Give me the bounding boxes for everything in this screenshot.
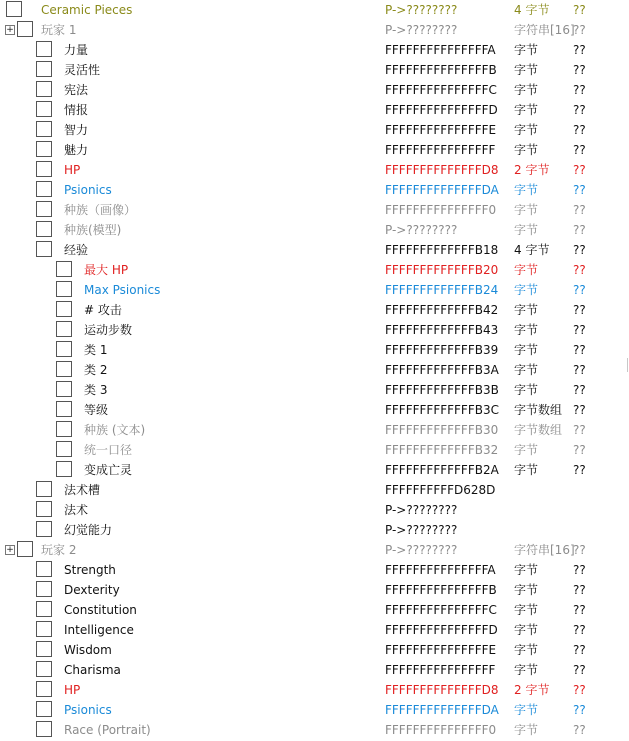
active-checkbox[interactable] — [56, 361, 72, 377]
address-label: FFFFFFFFFFFFFB24 — [385, 283, 499, 297]
value-label: ?? — [573, 683, 586, 697]
description-label: 灵活性 — [64, 63, 101, 77]
description-label: 种族（画像） — [64, 203, 137, 217]
type-label: 字符串[16] — [514, 23, 575, 37]
table-row[interactable] — [0, 540, 629, 560]
address-label: FFFFFFFFFFFFFB39 — [385, 343, 499, 357]
address-label: FFFFFFFFFFFFFFFC — [385, 603, 497, 617]
address-label: FFFFFFFFFFFFFFD8 — [385, 163, 499, 177]
description-label: Max Psionics — [84, 283, 161, 297]
type-label: 2 字节 — [514, 163, 550, 177]
description-label: 魅力 — [64, 143, 89, 157]
table-row[interactable] — [0, 220, 629, 240]
active-checkbox[interactable] — [36, 501, 52, 517]
value-label: ?? — [573, 383, 586, 397]
description-label: 法术槽 — [64, 483, 101, 497]
active-checkbox[interactable] — [36, 661, 52, 677]
address-label: FFFFFFFFFFFFFFDA — [385, 703, 499, 717]
description-label: 种族 (文本) — [84, 423, 146, 437]
type-label: 4 字节 — [514, 243, 550, 257]
address-label: FFFFFFFFFFFFFB18 — [385, 243, 499, 257]
address-label: P->???????? — [385, 503, 458, 517]
address-label: FFFFFFFFFFD628D — [385, 483, 496, 497]
active-checkbox[interactable] — [56, 441, 72, 457]
value-label: ?? — [573, 363, 586, 377]
active-checkbox[interactable] — [36, 101, 52, 117]
description-label: 类 1 — [84, 343, 108, 357]
active-checkbox[interactable] — [36, 61, 52, 77]
type-label: 字节 — [514, 103, 539, 117]
description-label: HP — [64, 163, 81, 177]
address-label: P->???????? — [385, 543, 458, 557]
active-checkbox[interactable] — [56, 341, 72, 357]
address-label: FFFFFFFFFFFFFFFE — [385, 643, 497, 657]
description-label: Intelligence — [64, 623, 134, 637]
description-label: Dexterity — [64, 583, 120, 597]
description-label: Race (Portrait) — [64, 723, 151, 737]
table-row[interactable] — [0, 100, 629, 120]
type-label: 字节 — [514, 143, 539, 157]
type-label: 字节 — [514, 83, 539, 97]
description-label: 最大 HP — [84, 263, 129, 277]
value-label: ?? — [573, 223, 586, 237]
description-label: 玩家 1 — [41, 23, 77, 37]
active-checkbox[interactable] — [36, 41, 52, 57]
description-label: HP — [64, 683, 81, 697]
address-label: FFFFFFFFFFFFFFFE — [385, 123, 497, 137]
type-label: 字节 — [514, 723, 539, 737]
table-row[interactable] — [0, 300, 629, 320]
type-label: 字节 — [514, 703, 539, 717]
active-checkbox[interactable] — [17, 541, 33, 557]
type-label: 字节 — [514, 363, 539, 377]
address-label: FFFFFFFFFFFFFB3C — [385, 403, 499, 417]
active-checkbox[interactable] — [56, 301, 72, 317]
type-label: 4 字节 — [514, 3, 550, 17]
table-row[interactable] — [0, 580, 629, 600]
table-row[interactable] — [0, 520, 629, 540]
table-row[interactable] — [0, 280, 629, 300]
table-row[interactable] — [0, 80, 629, 100]
type-label: 2 字节 — [514, 683, 550, 697]
table-row[interactable] — [0, 460, 629, 480]
description-label: Charisma — [64, 663, 121, 677]
table-row[interactable] — [0, 480, 629, 500]
active-checkbox[interactable] — [36, 601, 52, 617]
type-label: 字节 — [514, 263, 539, 277]
type-label: 字节 — [514, 123, 539, 137]
table-row[interactable] — [0, 120, 629, 140]
type-label: 字节 — [514, 43, 539, 57]
value-label: ?? — [573, 3, 586, 17]
value-label: ?? — [573, 643, 586, 657]
active-checkbox[interactable] — [36, 581, 52, 597]
type-label: 字节 — [514, 63, 539, 77]
address-label: FFFFFFFFFFFFFFFD — [385, 103, 498, 117]
table-row[interactable] — [0, 160, 629, 180]
active-checkbox[interactable] — [36, 681, 52, 697]
type-label: 字节 — [514, 303, 539, 317]
type-label: 字符串[16] — [514, 543, 575, 557]
value-label: ?? — [573, 103, 586, 117]
description-label: Psionics — [64, 703, 112, 717]
address-label: FFFFFFFFFFFFFB32 — [385, 443, 499, 457]
type-label: 字节 — [514, 283, 539, 297]
value-label: ?? — [573, 283, 586, 297]
active-checkbox[interactable] — [56, 421, 72, 437]
table-row[interactable] — [0, 20, 629, 40]
active-checkbox[interactable] — [36, 481, 52, 497]
active-checkbox[interactable] — [56, 261, 72, 277]
value-label: ?? — [573, 423, 586, 437]
value-label: ?? — [573, 23, 586, 37]
value-label: ?? — [573, 723, 586, 737]
address-label: FFFFFFFFFFFFFFFB — [385, 583, 497, 597]
description-label: 玩家 2 — [41, 543, 77, 557]
active-checkbox[interactable] — [36, 701, 52, 717]
description-label: 情报 — [64, 103, 89, 117]
value-label: ?? — [573, 303, 586, 317]
address-label: P->???????? — [385, 523, 458, 537]
address-label: FFFFFFFFFFFFFFF0 — [385, 723, 497, 737]
active-checkbox[interactable] — [36, 121, 52, 137]
type-label: 字节 — [514, 563, 539, 577]
value-label: ?? — [573, 83, 586, 97]
table-row[interactable] — [0, 180, 629, 200]
value-label: ?? — [573, 463, 586, 477]
description-label: 经验 — [64, 243, 89, 257]
description-label: Psionics — [64, 183, 112, 197]
active-checkbox[interactable] — [36, 161, 52, 177]
active-checkbox[interactable] — [36, 181, 52, 197]
description-label: 法术 — [64, 503, 89, 517]
table-row[interactable] — [0, 660, 629, 680]
address-label: FFFFFFFFFFFFFB43 — [385, 323, 499, 337]
active-checkbox[interactable] — [36, 241, 52, 257]
type-label: 字节 — [514, 323, 539, 337]
value-label: ?? — [573, 323, 586, 337]
active-checkbox[interactable] — [36, 641, 52, 657]
type-label: 字节 — [514, 443, 539, 457]
active-checkbox[interactable] — [6, 1, 22, 17]
table-row[interactable] — [0, 560, 629, 580]
value-label: ?? — [573, 443, 586, 457]
description-label: 种族(模型) — [64, 223, 122, 237]
value-label: ?? — [573, 183, 586, 197]
description-label: 运动步数 — [84, 323, 133, 337]
address-label: P->???????? — [385, 23, 458, 37]
scrollbar-thumb[interactable] — [627, 358, 628, 372]
type-label: 字节 — [514, 383, 539, 397]
address-label: FFFFFFFFFFFFFB3B — [385, 383, 499, 397]
table-row[interactable] — [0, 700, 629, 720]
type-label: 字节 — [514, 183, 539, 197]
table-row[interactable] — [0, 140, 629, 160]
address-label: FFFFFFFFFFFFFFFD — [385, 623, 498, 637]
type-label: 字节数组 — [514, 403, 563, 417]
address-label: FFFFFFFFFFFFFFF0 — [385, 203, 497, 217]
address-label: FFFFFFFFFFFFFB30 — [385, 423, 499, 437]
address-label: FFFFFFFFFFFFFFFA — [385, 43, 496, 57]
table-row[interactable] — [0, 40, 629, 60]
table-row[interactable] — [0, 720, 629, 740]
table-row[interactable] — [0, 0, 629, 20]
value-label: ?? — [573, 663, 586, 677]
active-checkbox[interactable] — [17, 21, 33, 37]
type-label: 字节 — [514, 583, 539, 597]
value-label: ?? — [573, 43, 586, 57]
table-row[interactable] — [0, 200, 629, 220]
active-checkbox[interactable] — [36, 721, 52, 737]
type-label: 字节 — [514, 623, 539, 637]
value-label: ?? — [573, 623, 586, 637]
description-label: Strength — [64, 563, 116, 577]
description-label: 力量 — [64, 43, 89, 57]
type-label: 字节 — [514, 603, 539, 617]
active-checkbox[interactable] — [36, 141, 52, 157]
value-label: ?? — [573, 243, 586, 257]
address-label: FFFFFFFFFFFFFFD8 — [385, 683, 499, 697]
active-checkbox[interactable] — [36, 81, 52, 97]
description-label: 等级 — [84, 403, 109, 417]
active-checkbox[interactable] — [56, 401, 72, 417]
table-row[interactable] — [0, 400, 629, 420]
table-row[interactable] — [0, 680, 629, 700]
address-label: FFFFFFFFFFFFFFDA — [385, 183, 499, 197]
table-row[interactable] — [0, 640, 629, 660]
value-label: ?? — [573, 263, 586, 277]
table-row[interactable] — [0, 500, 629, 520]
value-label: ?? — [573, 403, 586, 417]
table-row[interactable] — [0, 380, 629, 400]
value-label: ?? — [573, 343, 586, 357]
active-checkbox[interactable] — [56, 321, 72, 337]
address-label: FFFFFFFFFFFFFFFC — [385, 83, 497, 97]
address-label: FFFFFFFFFFFFFB20 — [385, 263, 499, 277]
active-checkbox[interactable] — [36, 221, 52, 237]
description-label: Constitution — [64, 603, 137, 617]
address-label: P->???????? — [385, 223, 458, 237]
active-checkbox[interactable] — [56, 381, 72, 397]
value-label: ?? — [573, 603, 586, 617]
table-row[interactable] — [0, 320, 629, 340]
expand-plus-icon[interactable]: + — [6, 25, 14, 35]
active-checkbox[interactable] — [36, 201, 52, 217]
description-label: 变成亡灵 — [84, 463, 133, 477]
address-label: FFFFFFFFFFFFFFFF — [385, 663, 496, 677]
value-label: ?? — [573, 143, 586, 157]
table-row[interactable] — [0, 240, 629, 260]
active-checkbox[interactable] — [36, 621, 52, 637]
address-label: P->???????? — [385, 3, 458, 17]
table-row[interactable] — [0, 340, 629, 360]
type-label: 字节数组 — [514, 423, 563, 437]
table-row[interactable] — [0, 600, 629, 620]
table-row[interactable] — [0, 260, 629, 280]
expand-plus-icon[interactable]: + — [6, 545, 14, 555]
type-label: 字节 — [514, 463, 539, 477]
description-label: 统一口径 — [84, 443, 133, 457]
address-label: FFFFFFFFFFFFFFFA — [385, 563, 496, 577]
value-label: ?? — [573, 123, 586, 137]
description-label: 类 2 — [84, 363, 108, 377]
table-row[interactable] — [0, 620, 629, 640]
value-label: ?? — [573, 203, 586, 217]
table-row[interactable] — [0, 360, 629, 380]
address-label: FFFFFFFFFFFFFB3A — [385, 363, 499, 377]
active-checkbox[interactable] — [36, 521, 52, 537]
address-label: FFFFFFFFFFFFFFFB — [385, 63, 497, 77]
active-checkbox[interactable] — [56, 281, 72, 297]
description-label: 宪法 — [64, 83, 89, 97]
type-label: 字节 — [514, 643, 539, 657]
type-label: 字节 — [514, 343, 539, 357]
table-row[interactable] — [0, 440, 629, 460]
address-label: FFFFFFFFFFFFFB42 — [385, 303, 499, 317]
type-label: 字节 — [514, 223, 539, 237]
description-label: 幻觉能力 — [64, 523, 113, 537]
description-label: Ceramic Pieces — [41, 3, 133, 17]
description-label: # 攻击 — [84, 303, 122, 317]
active-checkbox[interactable] — [36, 561, 52, 577]
description-label: 智力 — [64, 123, 89, 137]
type-label: 字节 — [514, 203, 539, 217]
value-label: ?? — [573, 563, 586, 577]
address-label: FFFFFFFFFFFFFFFF — [385, 143, 496, 157]
type-label: 字节 — [514, 663, 539, 677]
active-checkbox[interactable] — [56, 461, 72, 477]
description-label: Wisdom — [64, 643, 112, 657]
value-label: ?? — [573, 583, 586, 597]
address-label: FFFFFFFFFFFFFB2A — [385, 463, 499, 477]
value-label: ?? — [573, 63, 586, 77]
value-label: ?? — [573, 163, 586, 177]
value-label: ?? — [573, 543, 586, 557]
table-row[interactable] — [0, 420, 629, 440]
table-row[interactable] — [0, 60, 629, 80]
description-label: 类 3 — [84, 383, 108, 397]
value-label: ?? — [573, 703, 586, 717]
